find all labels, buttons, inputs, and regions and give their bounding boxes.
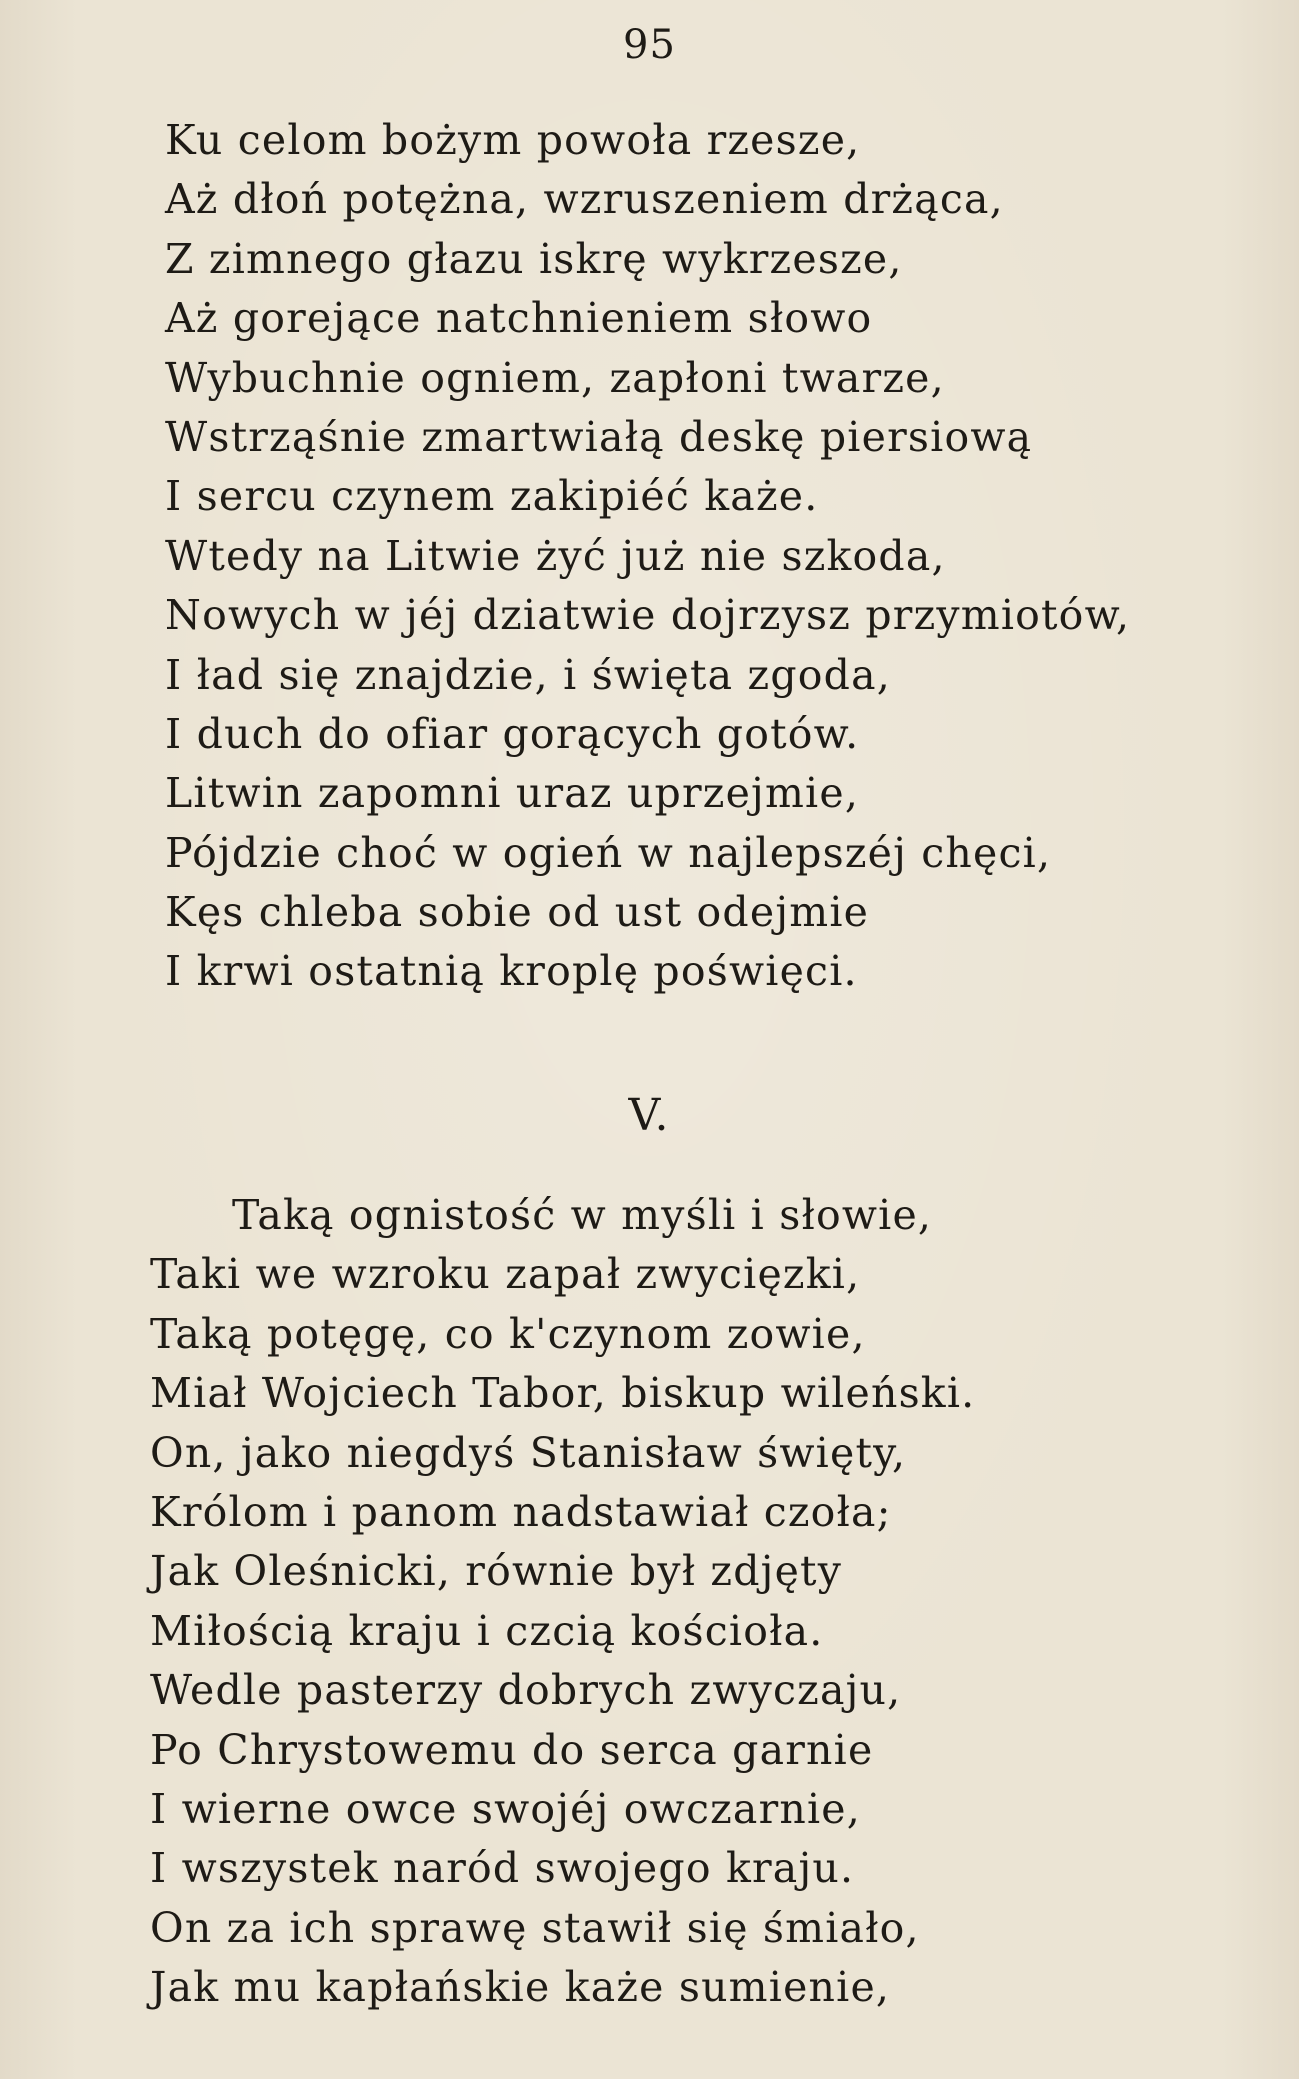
verse-line: Wstrząśnie zmartwiałą deskę piersiową [165, 412, 1033, 461]
verse-line: I krwi ostatnią kroplę poświęci. [165, 947, 858, 996]
verse-line: Taką ognistość w myśli i słowie, [232, 1191, 933, 1239]
verse-line: Litwin zapomni uraz uprzejmie, [165, 769, 860, 818]
verse-line: Wedle pasterzy dobrych zwyczaju, [150, 1666, 902, 1715]
verse-line: Taki we wzroku zapał zwycięzki, [150, 1250, 861, 1299]
verse-line: Nowych w jéj dziatwie dojrzysz przymiotów, [165, 591, 1131, 640]
verse-line: Jak Oleśnicki, równie był zdjęty [150, 1547, 843, 1596]
verse-line: I ład się znajdzie, i święta zgoda, [165, 650, 892, 699]
verse-line: I wierne owce swojéj owczarnie, [150, 1784, 861, 1833]
verse-line: Królom i panom nadstawiał czoła; [150, 1487, 892, 1536]
verse-line: I duch do ofiar gorących gotów. [165, 709, 860, 758]
stanza-verses [150, 1186, 975, 2017]
verse-line: Miał Wojciech Tabor, biskup wileński. [150, 1369, 976, 1418]
verse-line: Ku celom bożym powoła rzesze, [165, 116, 861, 164]
verse-line: Pójdzie choć w ogień w najlepszéj chęci, [165, 828, 1052, 877]
verse-line: Z zimnego głazu iskrę wykrzesze, [165, 234, 903, 283]
verse-line: Wtedy na Litwie żyć już nie szkoda, [165, 531, 946, 580]
verse-line: Wybuchnie ogniem, zapłoni twarze, [165, 353, 945, 402]
verse-line: I sercu czynem zakipiéć każe. [165, 472, 819, 521]
verse-line: Kęs chleba sobie od ust odejmie [165, 888, 870, 937]
verse-line: I wszystek naród swojego kraju. [150, 1844, 855, 1893]
verse-line: Miłością kraju i czcią kościoła. [150, 1606, 824, 1655]
stanza-verses [165, 111, 1130, 1002]
verse-line: Aż gorejące natchnieniem słowo [165, 294, 873, 343]
section-heading: V. [628, 1090, 671, 1141]
page-number: 95 [623, 22, 676, 68]
verse-line: On, jako niegdyś Stanisław święty, [150, 1428, 907, 1477]
verse-line: Aż dłoń potężna, wzruszeniem drżąca, [165, 175, 1004, 224]
verse-line: Jak mu kapłańskie każe sumienie, [150, 1963, 891, 2012]
verse-line: Po Chrystowemu do serca garnie [150, 1725, 874, 1774]
verse-line: On za ich sprawę stawił się śmiało, [150, 1903, 920, 1952]
verse-line: Taką potęgę, co k'czynom zowie, [150, 1309, 866, 1358]
